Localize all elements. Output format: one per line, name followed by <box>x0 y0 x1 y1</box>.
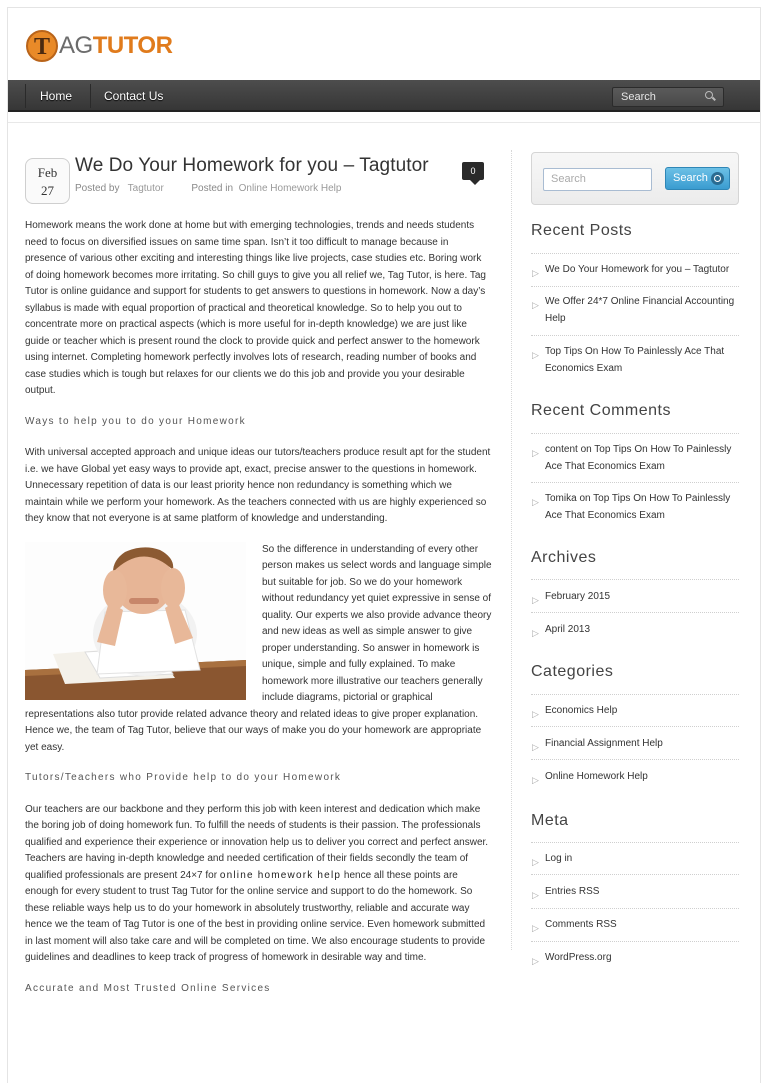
recent-comment-link[interactable]: ▷ content on Top Tips On How To Painlessly Ace That Economics Exam <box>532 444 732 472</box>
divider <box>531 874 739 875</box>
chevron-right-icon: ▷ <box>532 709 539 719</box>
archive-link[interactable]: ▷ February 2015 <box>531 589 741 606</box>
sidebar-search-button[interactable]: Search <box>665 167 730 190</box>
divider <box>531 612 739 613</box>
logo-text: AGTUTOR <box>59 32 173 59</box>
nav-search-input[interactable]: Search <box>612 87 724 107</box>
chevron-right-icon: ▷ <box>532 628 539 638</box>
divider <box>531 694 739 695</box>
post-date-day: 27 <box>41 183 54 198</box>
archive-link[interactable]: ▷ April 2013 <box>531 622 741 639</box>
divider <box>531 941 739 942</box>
categories-title: Categories <box>531 663 614 680</box>
divider <box>531 908 739 909</box>
boy-doing-homework-image <box>25 542 246 700</box>
paragraph: Homework means the work done at home but with emerging technologies, trends and needs students need to focus on diversified issues on same time span. Isn’t it too difficult to manage because in presence of various other exciting and interesting things like live projects, case studies etc. Boring work of doing homework becomes more irritating. So chill guys to give you all relief we, Tag Tutor, is here. Tag Tutor is online guidance and support for students to get answers to questions in homework. Now a day’s syllabus is made with equal proportion of practical and theoretical knowledge. So to help you out to concentrate more on practical aspects (which is more useful for in-depth knowledge) we are just like guide or teacher which is present round the clock to provide quick and perfect answer to the homework using internet. Completing homework perfectly involves lots of research, reading number of books and case studies which is tough but relaxes for our clients we do this job and provide you your desirable output. <box>25 220 486 396</box>
archives-title: Archives <box>531 549 597 566</box>
meta-link[interactable]: ▷ Log in <box>531 851 741 868</box>
meta-title: Meta <box>531 812 569 829</box>
chevron-right-icon: ▷ <box>532 742 539 752</box>
recent-post-link[interactable]: ▷ We Offer 24*7 Online Financial Accounting Help <box>532 296 735 324</box>
divider <box>531 726 739 727</box>
nav-item-contact-us[interactable]: Contact Us <box>104 89 164 103</box>
divider <box>531 286 739 287</box>
divider <box>531 579 739 580</box>
site-header <box>8 8 760 80</box>
recent-post-link[interactable]: ▷ Top Tips On How To Painlessly Ace That Economics Exam <box>532 346 725 374</box>
divider <box>531 433 739 434</box>
chevron-right-icon: ▷ <box>532 857 539 867</box>
chevron-right-icon: ▷ <box>532 497 539 507</box>
paragraph: With universal accepted approach and unique ideas our tutors/teachers produce result apt for the student i.e. we have Global yet easy ways to provide apt, exact, precise answer to the questions in homework. Unnecessary repetition of data is our least priority hence non redundancy is something which we maintain while we perform your homework. As the teachers connected with us are highly experienced so they know that not everyone is at same platform of knowledge and understanding. <box>25 447 491 524</box>
meta-link[interactable]: ▷ Entries RSS <box>531 884 741 901</box>
sidebar-search-input[interactable]: Search <box>543 168 652 191</box>
nav-separator <box>90 84 91 108</box>
chevron-right-icon: ▷ <box>532 300 539 310</box>
recent-comment-link[interactable]: ▷ Tomika on Top Tips On How To Painlessly Ace That Economics Exam <box>532 493 731 521</box>
recent-comments-title: Recent Comments <box>531 402 671 419</box>
section-heading: Ways to help you to do your Homework <box>25 415 246 427</box>
meta-link[interactable]: ▷ WordPress.org <box>531 950 741 967</box>
comment-count-badge[interactable]: 0 <box>462 162 484 180</box>
post-date-badge <box>25 158 70 204</box>
logo-badge-icon: T <box>26 30 58 62</box>
chevron-right-icon: ▷ <box>532 268 539 278</box>
sidebar-search-widget <box>531 152 739 205</box>
sidebar <box>531 152 741 966</box>
search-icon <box>711 172 724 185</box>
post-date-month: Feb <box>37 165 58 180</box>
divider <box>531 335 739 336</box>
divider <box>531 253 739 254</box>
chevron-right-icon: ▷ <box>532 595 539 605</box>
divider <box>8 122 760 123</box>
chevron-right-icon: ▷ <box>532 775 539 785</box>
search-icon[interactable] <box>705 91 713 99</box>
post-title[interactable]: We Do Your Homework for you – Tagtutor <box>75 155 429 176</box>
chevron-right-icon: ▷ <box>532 956 539 966</box>
recent-post-link[interactable]: ▷ We Do Your Homework for you – Tagtutor <box>531 262 741 279</box>
category-link[interactable]: ▷ Economics Help <box>531 703 741 720</box>
post-content <box>25 218 492 1012</box>
post-author-link[interactable]: Tagtutor <box>127 183 164 194</box>
paragraph: So the difference in understanding of every other person makes us select words and language simple but suitable for job. So we do your homework without redundancy yet quiet expressive in sense of quality. Our experts we also provide advance theory and new ideas as well as simple answer to give proper understanding. So answer in homework is unique, simple and fully explained. To make homework more illustrative our teachers generally include diagrams, pictorial or graphical representations also tutor provide related advance theory and related ideas to give proper explanation. Hence we, the team of Tag Tutor, believe that our ways of make you do your homework are appropriate yet easy. <box>25 543 492 753</box>
category-link[interactable]: ▷ Financial Assignment Help <box>531 736 741 753</box>
section-heading: Tutors/Teachers who Provide help to do your Homework <box>25 772 342 783</box>
chevron-right-icon: ▷ <box>532 923 539 933</box>
chevron-right-icon: ▷ <box>532 350 539 360</box>
divider <box>531 759 739 760</box>
online-homework-help-link[interactable]: online homework help <box>219 869 342 881</box>
chevron-right-icon: ▷ <box>532 890 539 900</box>
chevron-right-icon: ▷ <box>532 448 539 458</box>
meta-link[interactable]: ▷ Comments RSS <box>531 917 741 934</box>
post-meta: Posted by Tagtutor Posted in Online Homework Help <box>75 183 342 194</box>
main-nav <box>8 80 760 112</box>
recent-posts-title: Recent Posts <box>531 222 633 239</box>
nav-item-home[interactable]: Home <box>40 89 73 103</box>
post-category-link[interactable]: Online Homework Help <box>238 183 342 194</box>
category-link[interactable]: ▷ Online Homework Help <box>531 769 741 786</box>
nav-separator <box>25 84 26 108</box>
divider <box>531 842 739 843</box>
divider <box>531 482 739 483</box>
section-heading: Accurate and Most Trusted Online Services <box>25 982 271 994</box>
sidebar-divider <box>511 150 512 950</box>
site-logo[interactable] <box>26 28 172 64</box>
paragraph: Our teachers are our backbone and they perform this job with keen interest and dedication which make the boring job of doing homework fun. To fulfill the needs of students is their passion. The professionals qualified and experience their experience or innovation help us to deliver you correct and perfect answer. Teachers are having in-depth knowledge and needed certification of their fields secondly the team of qualified professionals are present 24×7 for online homework help hence all these points are enough for every student to trust Tag Tutor for the online service and support to do the homework. So these reliable ways help us to do your homework in absolutely trustworthy, reliable and accurate way hence we the team of Tag Tutor is one of the best in providing online service. Even homework submitted in last moment will also take care and will be completed on time. We also encourage students to provide guidelines and deadlines to keep track of progress of homework in desirable way and time. <box>25 803 489 963</box>
